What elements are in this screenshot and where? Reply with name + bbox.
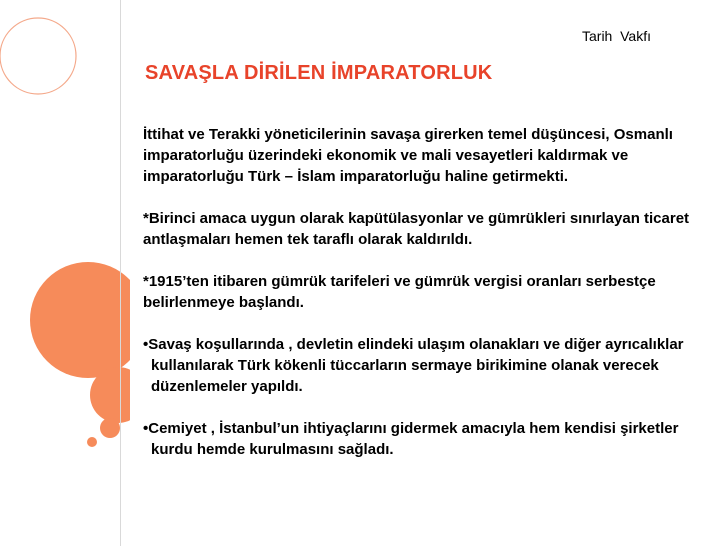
source-label: Tarih Vakfı	[582, 28, 651, 44]
paragraph-capitulations: *Birinci amaca uygun olarak kapütülasyonlar ve gümrükleri sınırlayan ticaret antlaşmaları hemen tek taraflı olarak kaldırıldı.	[143, 210, 690, 248]
decorative-circles	[0, 0, 130, 546]
slide-body	[143, 124, 723, 481]
paragraph-war-conditions: •Savaş koşullarında , devletin elindeki ulaşım olanakları ve diğer ayrıcalıklar kullanılarak Türk kökenli tüccarların sermaye birikimine olanak verecek düzenlemeler yapıldı.	[143, 336, 684, 395]
circle-large	[30, 262, 130, 378]
circle-outline	[0, 18, 76, 94]
vertical-line	[120, 0, 121, 546]
circle-tiny	[87, 437, 97, 447]
paragraph-tariffs: *1915’ten itibaren gümrük tarifeleri ve gümrük vergisi oranları serbestçe belirlenmeye başlandı.	[143, 273, 656, 311]
paragraph-society-companies: •Cemiyet , İstanbul’un ihtiyaçlarını gidermek amacıyla hem kendisi şirketler kurdu hemde kurulmasını sağladı.	[143, 420, 679, 458]
circle-small	[100, 418, 120, 438]
slide-title: SAVAŞLA DİRİLEN İMPARATORLUK	[145, 62, 493, 84]
paragraph-intro: İttihat ve Terakki yöneticilerinin savaşa girerken temel düşüncesi, Osmanlı imparatorluğu üzerindeki ekonomik ve mali vesayetleri kaldırmak ve imparatorluğu Türk – İslam imparatorluğu haline getirmekti.	[143, 126, 673, 185]
